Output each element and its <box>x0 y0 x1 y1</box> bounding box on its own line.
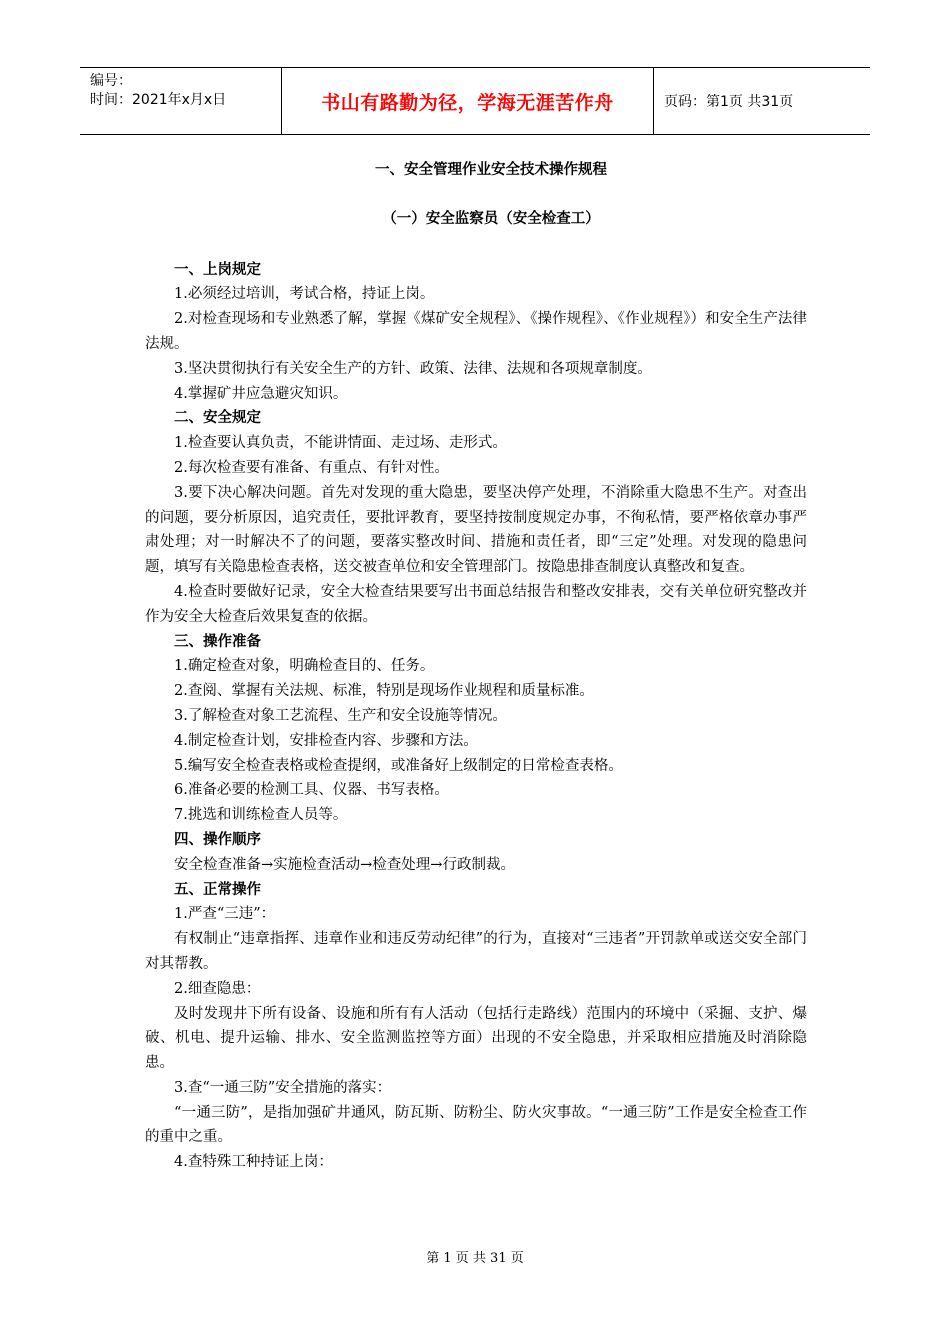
paragraph: “一通三防”，是指加强矿井通风，防瓦斯、防粉尘、防火灾事故。“一通三防”工作是安全检查工作的重中之重。 <box>145 1104 807 1146</box>
paragraph: 4.查特殊工种持证上岗： <box>174 1154 333 1171</box>
document-subtitle: （一）安全监察员（安全检查工） <box>382 210 600 227</box>
header-left-cell <box>80 68 282 134</box>
header-right-cell <box>654 68 870 134</box>
serial-number-label: 编号： <box>90 73 132 89</box>
header-table <box>80 67 870 135</box>
motto-text: 书山有路勤为径，学海无涯苦作舟 <box>321 91 614 114</box>
paragraph: 2.每次检查要有准备、有重点、有针对性。 <box>174 459 449 476</box>
paragraph: 1.检查要认真负责，不能讲情面、走过场、走形式。 <box>174 435 507 452</box>
paragraph: 及时发现井下所有设备、设施和所有有人活动（包括行走路线）范围内的环境中（采掘、支护、爆破、机电、提升运输、排水、安全监测监控等方面）出现的不安全隐患，并采取相应措施及时消除隐患。 <box>145 1005 807 1072</box>
paragraph: 3.查“一通三防”安全措施的落实： <box>174 1079 392 1096</box>
paragraph: 2.对检查现场和专业熟悉了解，掌握《煤矿安全规程》、《操作规程》、《作业规程》）和安全生产法律法规。 <box>145 311 807 352</box>
paragraph: 有权制止“违章指挥、违章作业和违反劳动纪律”的行为，直接对“三违者”开罚款单或送交安全部门对其帮教。 <box>145 931 807 972</box>
date-line: 时间：2021年x月x日 <box>90 92 227 108</box>
section-heading: 一、上岗规定 <box>174 261 261 278</box>
paragraph: 安全检查准备→实施检查活动→检查处理→行政制裁。 <box>174 856 515 873</box>
page-footer: 第 1 页 共 31 页 <box>426 1251 524 1266</box>
document-body <box>145 158 807 1175</box>
document-title: 一、安全管理作业安全技术操作规程 <box>375 162 607 178</box>
paragraph: 3.了解检查对象工艺流程、生产和安全设施等情况。 <box>174 707 507 724</box>
section-heading: 五、正常操作 <box>174 881 261 898</box>
section-heading: 三、操作准备 <box>174 633 261 650</box>
section-heading: 二、安全规定 <box>174 410 261 427</box>
section-heading: 四、操作顺序 <box>174 831 261 848</box>
paragraph: 4.掌握矿井应急避灾知识。 <box>174 385 348 402</box>
paragraph: 4.制定检查计划，安排检查内容、步骤和方法。 <box>174 732 478 749</box>
paragraph: 2.细查隐患： <box>174 980 261 997</box>
paragraph: 6.准备必要的检测工具、仪器、书写表格。 <box>174 782 449 799</box>
paragraph: 1.确定检查对象，明确检查目的、任务。 <box>174 658 435 675</box>
paragraph: 3.要下决心解决问题。首先对发现的重大隐患，要坚决停产处理，不消除重大隐患不生产。对查出的问题，要分析原因，追究责任，要批评教育，要坚持按制度规定办事，不徇私情，要严格依章办事严肃处理；对一时解决不了的问题，要落实整改时间、措施和责任者，即“三定”处理。对发现的隐患问题，填写有关隐患检查表格，送交被查单位和安全管理部门。按隐患排查制度认真整改和复查。 <box>145 484 807 576</box>
paragraph: 5.编写安全检查表格或检查提纲，或准备好上级制定的日常检查表格。 <box>174 757 623 774</box>
paragraph-list <box>145 258 807 1175</box>
paragraph: 2.查阅、掌握有关法规、标准，特别是现场作业规程和质量标准。 <box>174 683 594 700</box>
page-info: 页码：第1页 共31页 <box>664 94 794 110</box>
paragraph: 3.坚决贯彻执行有关安全生产的方针、政策、法律、法规和各项规章制度。 <box>174 360 652 377</box>
paragraph: 1.必须经过培训，考试合格，持证上岗。 <box>174 286 435 303</box>
paragraph: 1.严查“三违”： <box>174 906 276 923</box>
paragraph: 7.挑选和训练检查人员等。 <box>174 807 348 824</box>
paragraph: 4.检查时要做好记录，安全大检查结果要写出书面总结报告和整改安排表，交有关单位研究整改并作为安全大检查后效果复查的依据。 <box>145 583 807 625</box>
header-center-cell <box>282 68 654 134</box>
